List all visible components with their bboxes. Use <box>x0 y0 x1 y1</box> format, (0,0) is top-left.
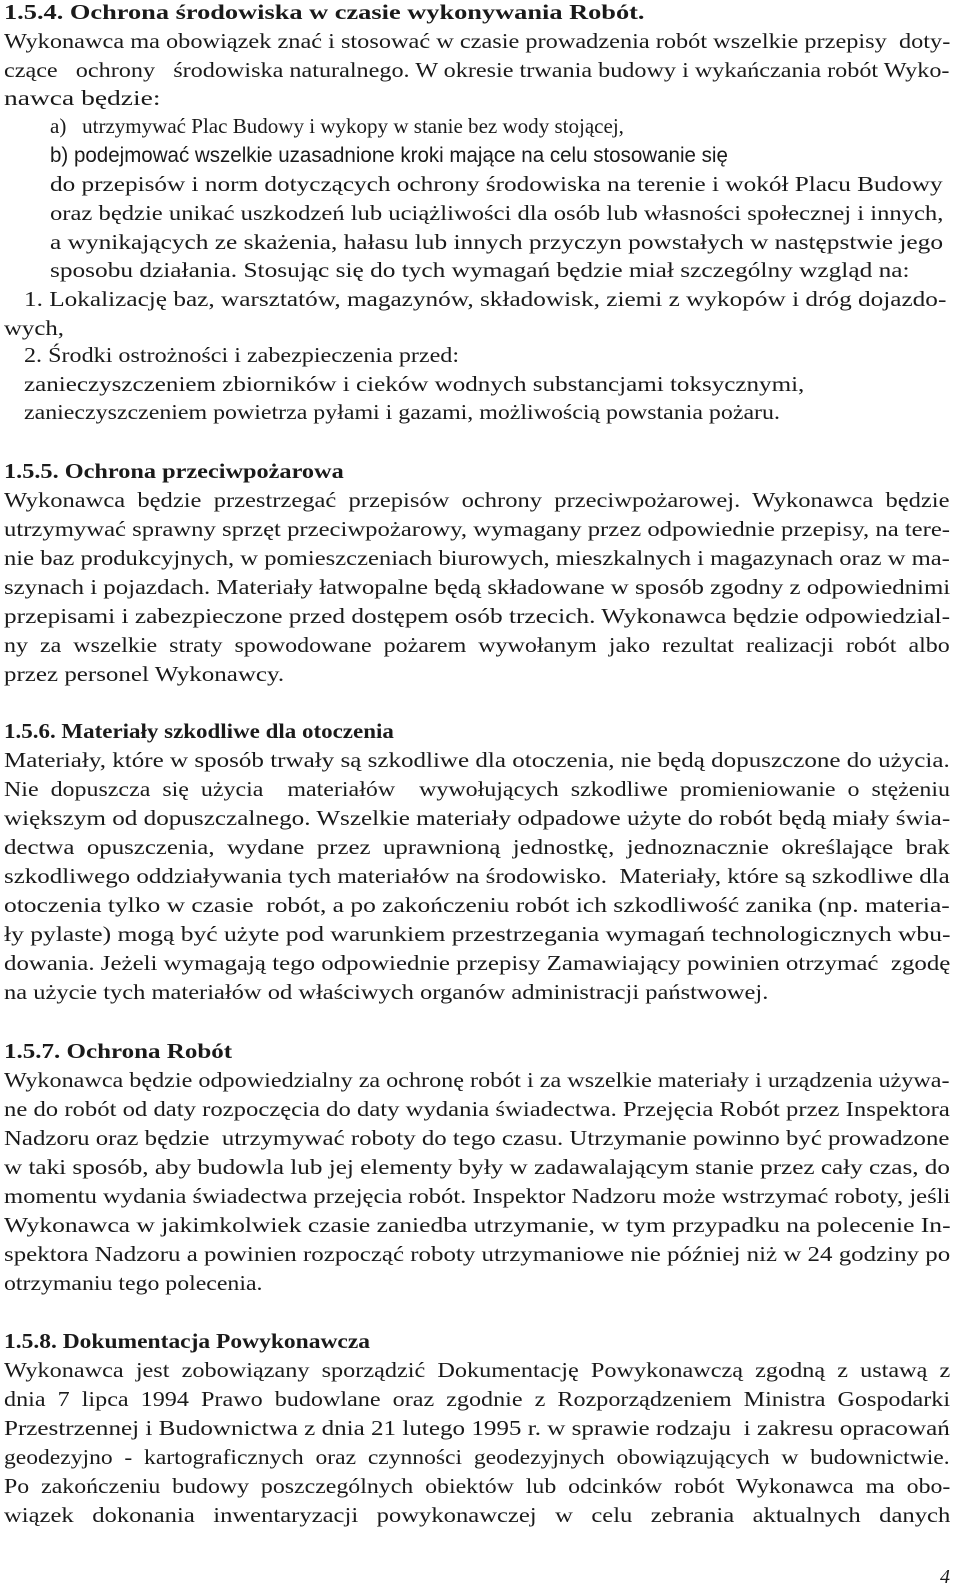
text-line: na użycie tych materiałów od właściwych organów administracji państwowej. <box>4 980 769 1004</box>
text-line: Wykonawca będzie przestrzegać przepisów ochrony przeciwpożarowej. Wykonawca będzie <box>4 488 950 512</box>
text-line: Po zakończeniu budowy poszczególnych obiektów lub odcinków robót Wykonawca ma obo- <box>4 1474 951 1498</box>
text-line: Nadzoru oraz będzie utrzymywać roboty do tego czasu. Utrzymanie powinno być prowadzone <box>4 1126 950 1150</box>
text-line: b) podejmować wszelkie uzasadnione kroki mające na celu stosowanie się <box>50 143 728 167</box>
section-heading: 1.5.8. Dokumentacja Powykonawcza <box>4 1329 371 1353</box>
text-line: otoczenia tylko w czasie robót, a po zakończeniu robót ich szkodliwość zanika (np. materia- <box>4 893 950 917</box>
text-line: dnia 7 lipca 1994 Prawo budowlane oraz zgodnie z Rozporządzeniem Ministra Gospodarki <box>4 1387 951 1411</box>
text-line: 2. Środki ostrożności i zabezpieczenia przed: <box>24 343 460 367</box>
text-line: zanieczyszczeniem zbiorników i cieków wodnych substancjami toksycznymi, <box>24 372 805 396</box>
text-line: Wykonawca ma obowiązek znać i stosować w czasie prowadzenia robót wszelkie przepisy doty- <box>4 29 951 53</box>
text-line: momentu wydania świadectwa przejęcia robót. Inspektor Nadzoru może wstrzymać roboty, jeśli <box>4 1184 951 1208</box>
section-heading: 1.5.4. Ochrona środowiska w czasie wykonywania Robót. <box>4 0 645 24</box>
text-line: oraz będzie unikać uszkodzeń lub uciążliwości dla osób lub własności społecznej i innych, <box>50 201 944 225</box>
section-heading: 1.5.7. Ochrona Robót <box>4 1039 233 1063</box>
text-line: 1. Lokalizację baz, warsztatów, magazynów, składowisk, ziemi z wykopów i dróg dojazdo- <box>24 287 947 311</box>
text-line: Przestrzennej i Budownictwa z dnia 21 lutego 1995 r. w sprawie rodzaju i zakresu opracowań <box>4 1416 950 1440</box>
section-heading: 1.5.5. Ochrona przeciwpożarowa <box>4 459 344 483</box>
section-heading: 1.5.6. Materiały szkodliwe dla otoczenia <box>4 719 394 743</box>
text-line: przez personel Wykonawcy. <box>4 662 285 686</box>
text-line: szkodliwego oddziaływania tych materiałów na środowisko. Materiały, które są szkodliwe dla <box>4 864 950 888</box>
text-line: nie baz produkcyjnych, w pomieszczeniach biurowych, mieszkalnych i magazynach oraz w ma- <box>4 546 950 570</box>
text-line: nawca będzie: <box>4 86 161 110</box>
text-line: wiązek dokonania inwentaryzacji powykonawczej w celu zebrania aktualnych danych <box>4 1503 951 1527</box>
text-line: Wykonawca w jakimkolwiek czasie zaniedba utrzymanie, w tym przypadku na polecenie In- <box>4 1213 951 1237</box>
text-line: ne do robót od daty rozpoczęcia do daty wydania świadectwa. Przejęcia Robót przez Inspektora <box>4 1097 950 1121</box>
text-line: dectwa opuszczenia, wydane przez uprawnioną jednostkę, jednoznacznie określające brak <box>4 835 950 859</box>
page-number: 4 <box>940 1566 950 1588</box>
text-line: Nie dopuszcza się użycia materiałów wywołujących szkodliwe promieniowanie o stężeniu <box>4 777 950 801</box>
text-line: geodezyjno - kartograficznych oraz czynności geodezyjnych obowiązujących w budownictwie. <box>4 1445 950 1469</box>
text-line: Wykonawca jest zobowiązany sporządzić Dokumentację Powykonawczą zgodną z ustawą z <box>4 1358 951 1382</box>
text-line: a wynikających ze skażenia, hałasu lub innych przyczyn powstałych w następstwie jego <box>50 230 944 254</box>
text-line: dowania. Jeżeli wymagają tego odpowiednie przepisy Zamawiający powinien otrzymać zgodę <box>4 951 951 975</box>
text-line: ny za wszelkie straty spowodowane pożarem wywołanym jako rezultat realizacji robót albo <box>4 633 950 657</box>
text-line: Materiały, które w sposób trwały są szkodliwe dla otoczenia, nie będą dopuszczone do użycia. <box>4 748 950 772</box>
text-line: zanieczyszczeniem powietrza pyłami i gazami, możliwością powstania pożaru. <box>24 400 780 424</box>
text-line: ły pylaste) mogą być użyte pod warunkiem przestrzegania wymagań technologicznych wbu- <box>4 922 951 946</box>
text-line: a) utrzymywać Plac Budowy i wykopy w stanie bez wody stojącej, <box>50 114 624 138</box>
text-line: sposobu działania. Stosując się do tych wymagań będzie miał szczególny wzgląd na: <box>50 258 910 282</box>
text-line: w taki sposób, aby budowla lub jej elementy były w zadawalającym stanie przez cały czas, do <box>4 1155 950 1179</box>
text-line: Wykonawca będzie odpowiedzialny za ochronę robót i za wszelkie materiały i urządzenia używa- <box>4 1068 950 1092</box>
text-line: większym od dopuszczalnego. Wszelkie materiały odpadowe użyte do robót będą miały świa- <box>4 806 951 830</box>
text-line: do przepisów i norm dotyczących ochrony środowiska na terenie i wokół Placu Budowy <box>50 172 943 196</box>
text-line: czące ochrony środowiska naturalnego. W okresie trwania budowy i wykańczania robót Wyko- <box>4 58 950 82</box>
text-line: szynach i pojazdach. Materiały łatwopalne będą składowane w sposób zgodny z odpowiednimi <box>4 575 951 599</box>
text-line: utrzymywać sprawny sprzęt przeciwpożarowy, wymagany przez odpowiednie przepisy, na tere- <box>4 517 951 541</box>
text-line: spektora Nadzoru a powinien rozpocząć roboty utrzymaniowe nie później niż w 24 godziny po <box>4 1242 951 1266</box>
text-line: wych, <box>4 316 64 340</box>
text-line: otrzymaniu tego polecenia. <box>4 1271 263 1295</box>
text-line: przepisami i zabezpieczone przed dostępem osób trzecich. Wykonawca będzie odpowiedzial- <box>4 604 951 628</box>
